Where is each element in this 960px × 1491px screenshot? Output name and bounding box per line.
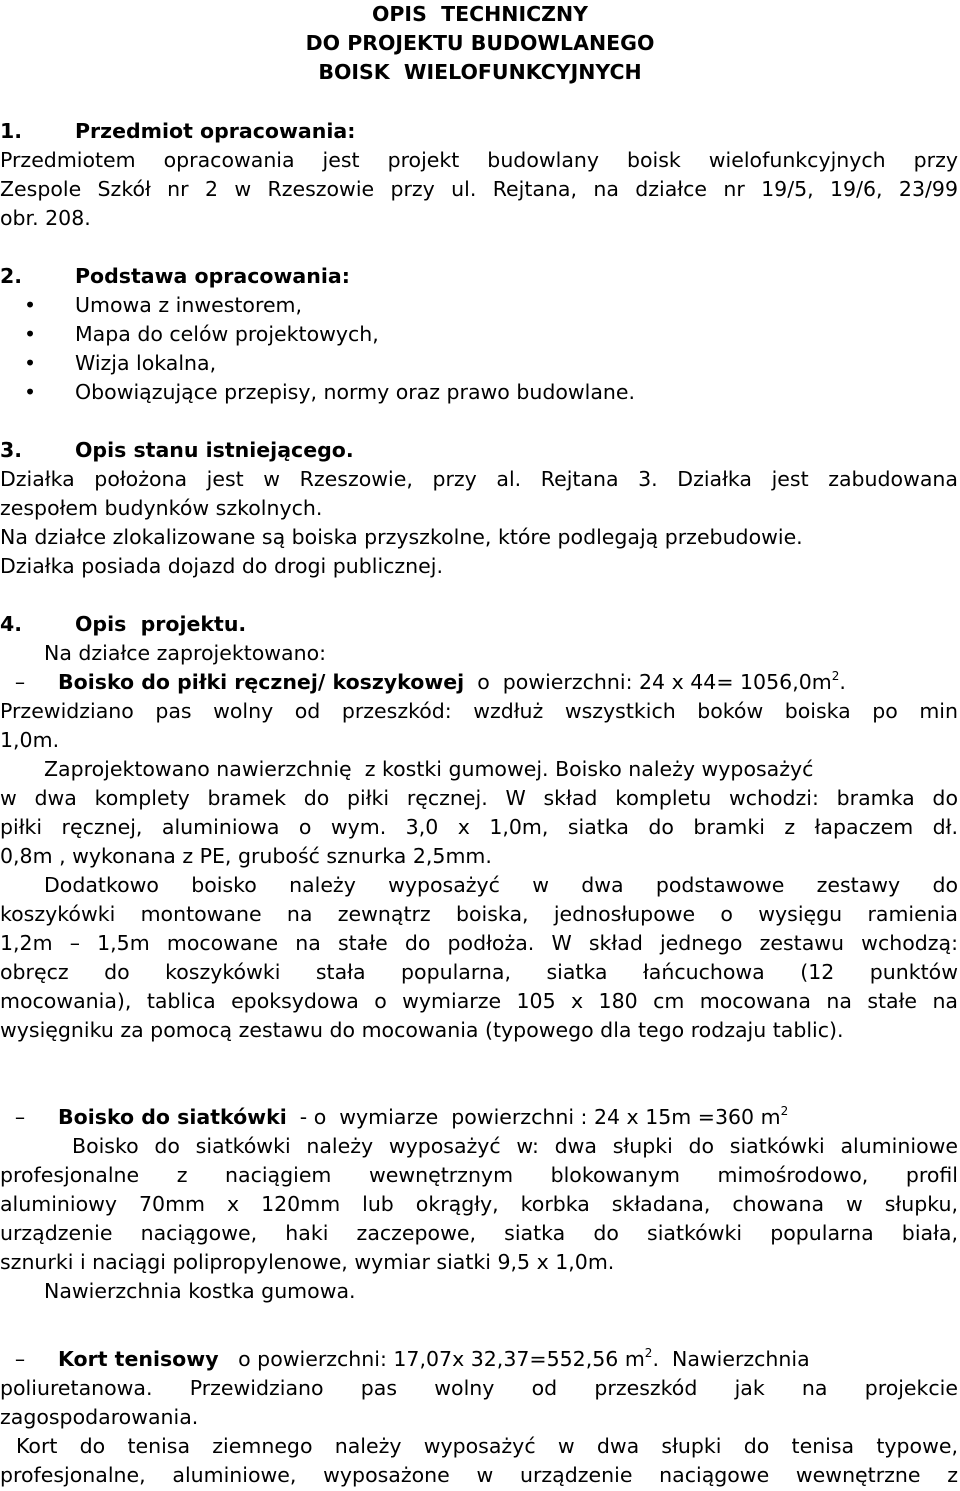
paragraph-line: zespołem budynków szkolnych. — [0, 496, 323, 520]
paragraph-line: obr. 208. — [0, 206, 91, 230]
paragraph-line: Kort do tenisa ziemnego należy wyposażyć w dwa słupki do tenisa typowe, — [16, 1434, 958, 1458]
list-item — [0, 349, 958, 378]
paragraph-line: Działka położona jest w Rzeszowie, przy al. Rejtana 3. Działka jest zabudowana — [0, 467, 958, 491]
section-3-heading — [0, 436, 958, 465]
paragraph-line: Działka posiada dojazd do drogi publicznej. — [0, 554, 443, 578]
paragraph-line: profesjonalne z naciągiem wewnętrznym blokowanym mimośrodowo, profil — [0, 1163, 958, 1187]
paragraph-line: Zaprojektowano nawierzchnię z kostki gumowej. Boisko należy wyposażyć — [44, 757, 814, 781]
facility-handball-heading: – Boisko do piłki ręcznej/ koszykowej o powierzchni: 24 x $44= 1056,0m^2$. — [0, 668, 958, 697]
paragraph-line: urządzenie naciągowe, haki zaczepowe, siatka do siatkówki popularna biała, — [0, 1221, 958, 1245]
bullet-icon: • — [24, 293, 37, 317]
paragraph-line: zagospodarowania. — [0, 1405, 199, 1429]
paragraph-line: 1,0m. — [0, 728, 60, 752]
dash-marker: – — [14, 670, 26, 694]
facility-name: Boisko do piłki ręcznej/ koszykowej — [58, 670, 465, 694]
paragraph-line: Przedmiotem opracowania jest projekt budowlany boisk wielofunkcyjnych przy — [0, 148, 958, 172]
section-2-heading — [0, 262, 958, 291]
paragraph-line: Zespole Szkół nr 2 w Rzeszowie przy ul. Rejtana, na działce nr 19/5, 19/6, 23/99 — [0, 177, 958, 201]
section-title: Podstawa opracowania: — [75, 264, 350, 288]
paragraph-line: 0,8m , wykonana z PE, grubość sznurka 2,5mm. — [0, 844, 492, 868]
paragraph-line: 1,2m – 1,5m mocowane na stałe do podłoża. W skład jednego zestawu wchodzą: — [0, 931, 958, 955]
dash-marker: – — [14, 1347, 26, 1371]
section-number: 3. — [0, 438, 23, 462]
paragraph-line: Boisko do siatkówki należy wyposażyć w: dwa słupki do siatkówki aluminiowe — [72, 1134, 958, 1158]
paragraph-line: obręcz do koszykówki stała popularna, siatka łańcuchowa (12 punktów — [0, 960, 958, 984]
paragraph-line: Dodatkowo boisko należy wyposażyć w dwa podstawowe zestawy do — [44, 873, 958, 897]
doc-title-line-1: OPIS TECHNICZNY — [371, 2, 588, 26]
section-number: 2. — [0, 264, 23, 288]
paragraph-line: w dwa komplety bramek do piłki ręcznej. W skład kompletu wchodzi: bramka do — [0, 786, 958, 810]
list-item-text: Wizja lokalna, — [75, 351, 217, 375]
paragraph-line: Na działce zaprojektowano: — [44, 641, 327, 665]
paragraph-line: piłki ręcznej, aluminiowa o wym. 3,0 x 1,0m, siatka do bramki z łapaczem dł. — [0, 815, 958, 839]
paragraph-line: poliuretanowa. Przewidziano pas wolny od przeszkód jak na projekcie — [0, 1376, 958, 1400]
section-4-heading — [0, 610, 958, 639]
paragraph-line: Nawierzchnia kostka gumowa. — [44, 1279, 356, 1303]
paragraph-line: Przewidziano pas wolny od przeszkód: wzdłuż wszystkich boków boiska po min — [0, 699, 958, 723]
section-number: 1. — [0, 119, 23, 143]
list-item-text: Mapa do celów projektowych, — [75, 322, 379, 346]
paragraph-line: Na działce zlokalizowane są boiska przyszkolne, które podlegają przebudowie. — [0, 525, 803, 549]
facility-tennis-heading: – Kort tenisowy o powierzchni: 17,07x 32,37=552,56 $m^2$. Nawierzchnia — [0, 1345, 958, 1374]
facility-name: Kort tenisowy — [58, 1347, 219, 1371]
paragraph-line: wysięgniku za pomocą zestawu do mocowania (typowego dla tego rodzaju tablic). — [0, 1018, 844, 1042]
doc-title-line-3: BOISK WIELOFUNKCYJNYCH — [318, 60, 642, 84]
paragraph-line: mocowania), tablica epoksydowa o wymiarze 105 x 180 cm mocowana na stałe na — [0, 989, 958, 1013]
paragraph-line: profesjonalne, aluminiowe, wyposażone w urządzenie naciągowe wewnętrzne z — [0, 1463, 958, 1487]
section-title: Opis projektu. — [75, 612, 247, 636]
facility-volleyball-heading: – Boisko do siatkówki - o wymiarze powierzchni : 24 x 15m =360 $m^2$ — [0, 1103, 958, 1132]
section-title: Przedmiot opracowania: — [75, 119, 356, 143]
section-1-heading — [0, 117, 958, 146]
paragraph-line: aluminiowy 70mm x 120mm lub okrągły, korbka składana, chowana w słupku, — [0, 1192, 958, 1216]
list-item — [0, 291, 958, 320]
dash-marker: – — [14, 1105, 26, 1129]
list-item — [0, 320, 958, 349]
paragraph-line: koszykówki montowane na zewnątrz boiska, jednosłupowe o wysięgu ramienia — [0, 902, 958, 926]
paragraph-line: sznurki i naciągi polipropylenowe, wymiar siatki 9,5 x 1,0m. — [0, 1250, 615, 1274]
list-item-text: Umowa z inwestorem, — [75, 293, 303, 317]
facility-name: Boisko do siatkówki — [58, 1105, 287, 1129]
section-title: Opis stanu istniejącego. — [75, 438, 354, 462]
list-item-text: Obowiązujące przepisy, normy oraz prawo budowlane. — [75, 380, 636, 404]
bullet-icon: • — [24, 380, 37, 404]
doc-title-line-2: DO PROJEKTU BUDOWLANEGO — [305, 31, 655, 55]
bullet-icon: • — [24, 351, 37, 375]
bullet-icon: • — [24, 322, 37, 346]
list-item — [0, 378, 958, 407]
section-number: 4. — [0, 612, 23, 636]
